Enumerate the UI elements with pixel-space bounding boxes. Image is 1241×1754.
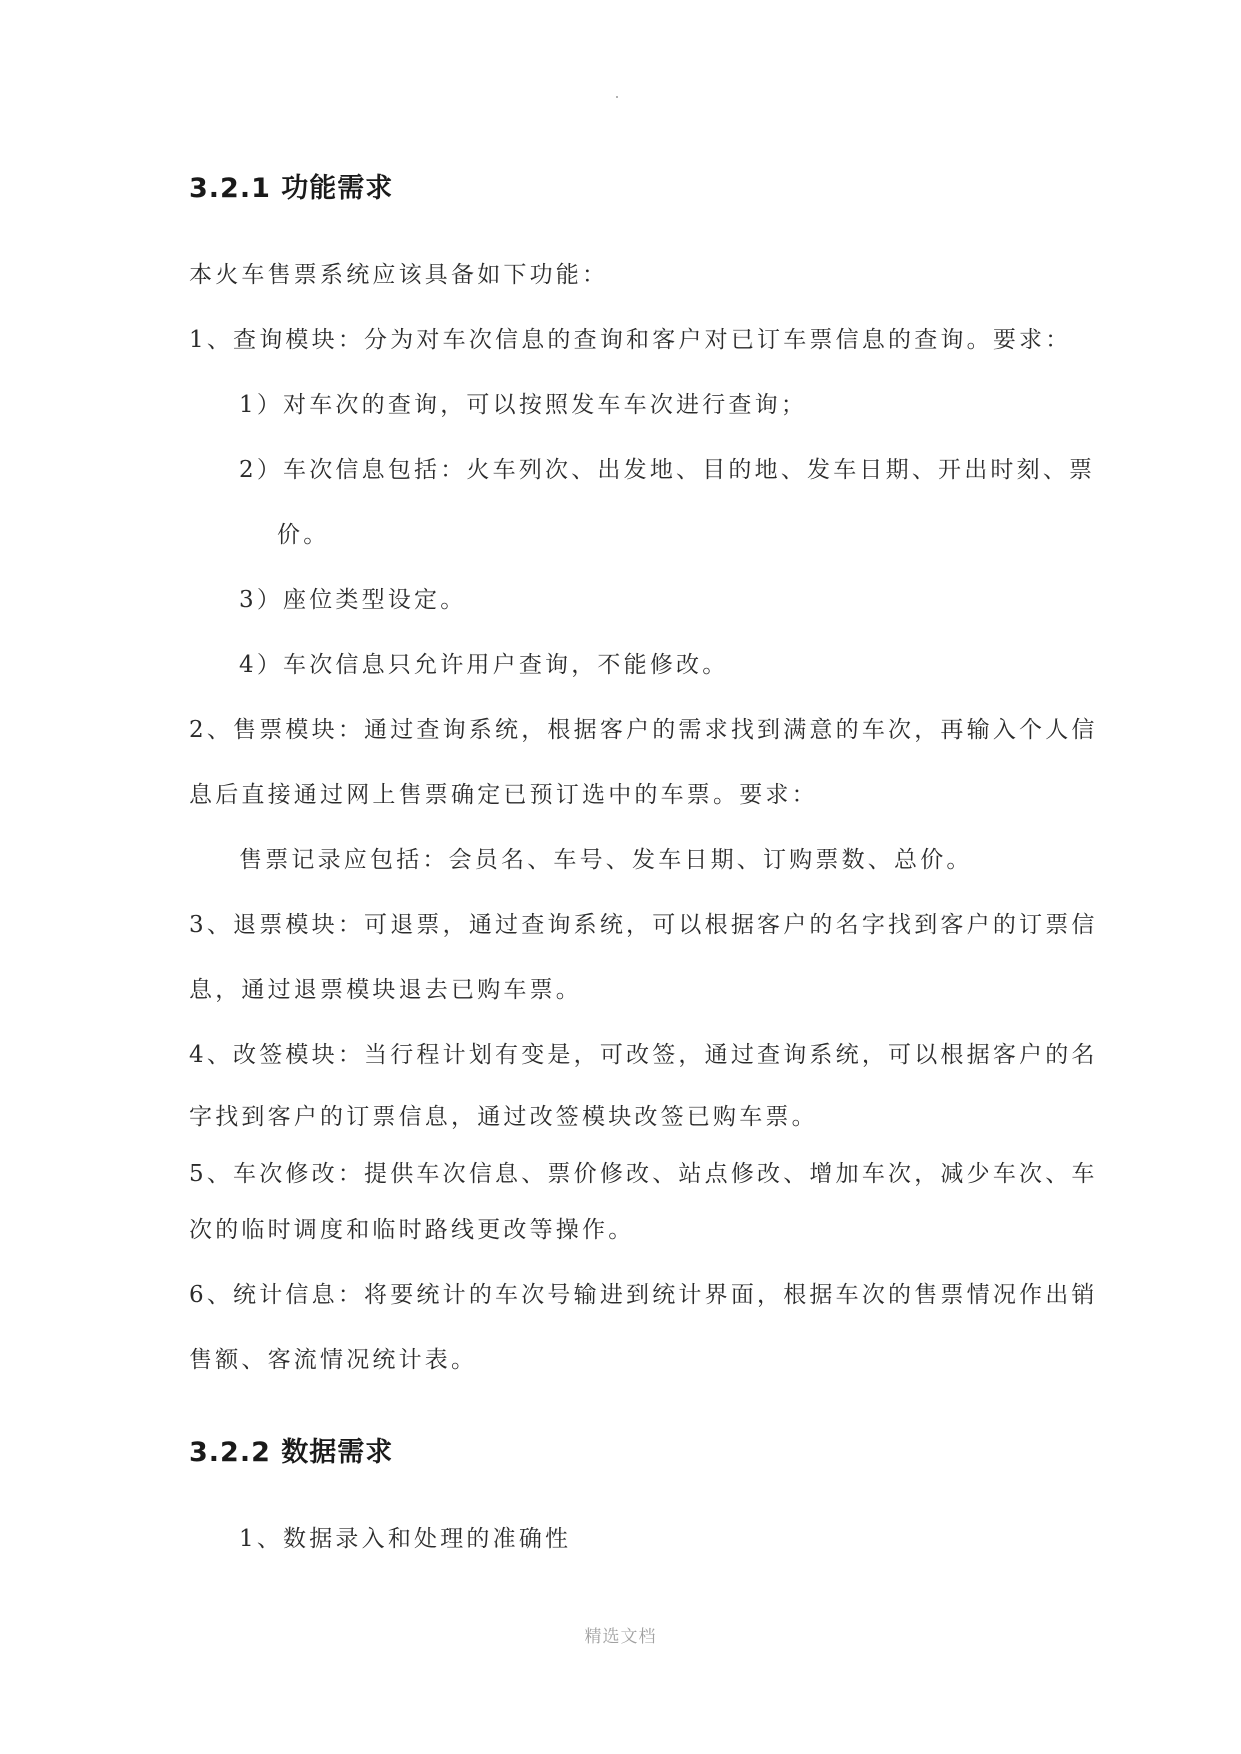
item2-sales-record-note: 售票记录应包括：会员名、车号、发车日期、订购票数、总价。 [239,847,973,873]
item6-statistics-line2: 售额、客流情况统计表。 [189,1347,478,1373]
intro-paragraph: 本火车售票系统应该具备如下功能： [189,262,609,288]
item6-statistics-line1: 6、统计信息：将要统计的车次号输进到统计界面，根据车次的售票情况作出销 [189,1282,1098,1308]
page-footer-watermark: 精选文档 [584,1627,657,1647]
page-top-mark [616,96,618,98]
section-heading-functional: 3.2.1 功能需求 [189,173,394,204]
item3-refund-module-line2: 息，通过退票模块退去已购车票。 [189,977,582,1003]
item5-train-modify-line1: 5、车次修改：提供车次信息、票价修改、站点修改、增加车次，减少车次、车 [189,1161,1098,1187]
item3-refund-module-line1: 3、退票模块：可退票，通过查询系统，可以根据客户的名字找到客户的订票信 [189,912,1098,938]
item2-sales-module-line1: 2、售票模块：通过查询系统，根据客户的需求找到满意的车次，再输入个人信 [189,717,1098,743]
item5-train-modify-line2: 次的临时调度和临时路线更改等操作。 [189,1217,635,1243]
item1-sub4: 4）车次信息只允许用户查询，不能修改。 [239,652,729,678]
item2-sales-module-line2: 息后直接通过网上售票确定已预订选中的车票。要求： [189,782,818,808]
item1-query-module: 1、查询模块：分为对车次信息的查询和客户对已订车票信息的查询。要求： [189,327,1072,353]
item1-sub1: 1）对车次的查询，可以按照发车车次进行查询； [239,392,808,418]
item4-rebooking-module-line2: 字找到客户的订票信息，通过改签模块改签已购车票。 [189,1104,818,1130]
data-item1: 1、数据录入和处理的准确性 [239,1526,572,1552]
item1-sub2-line2: 价。 [277,522,330,548]
item1-sub2-line1: 2）车次信息包括：火车列次、出发地、目的地、发车日期、开出时刻、票 [239,457,1096,483]
item4-rebooking-module-line1: 4、改签模块：当行程计划有变是，可改签，通过查询系统，可以根据客户的名 [189,1042,1098,1068]
item1-sub3: 3）座位类型设定。 [239,587,467,613]
section-heading-data: 3.2.2 数据需求 [189,1437,394,1468]
